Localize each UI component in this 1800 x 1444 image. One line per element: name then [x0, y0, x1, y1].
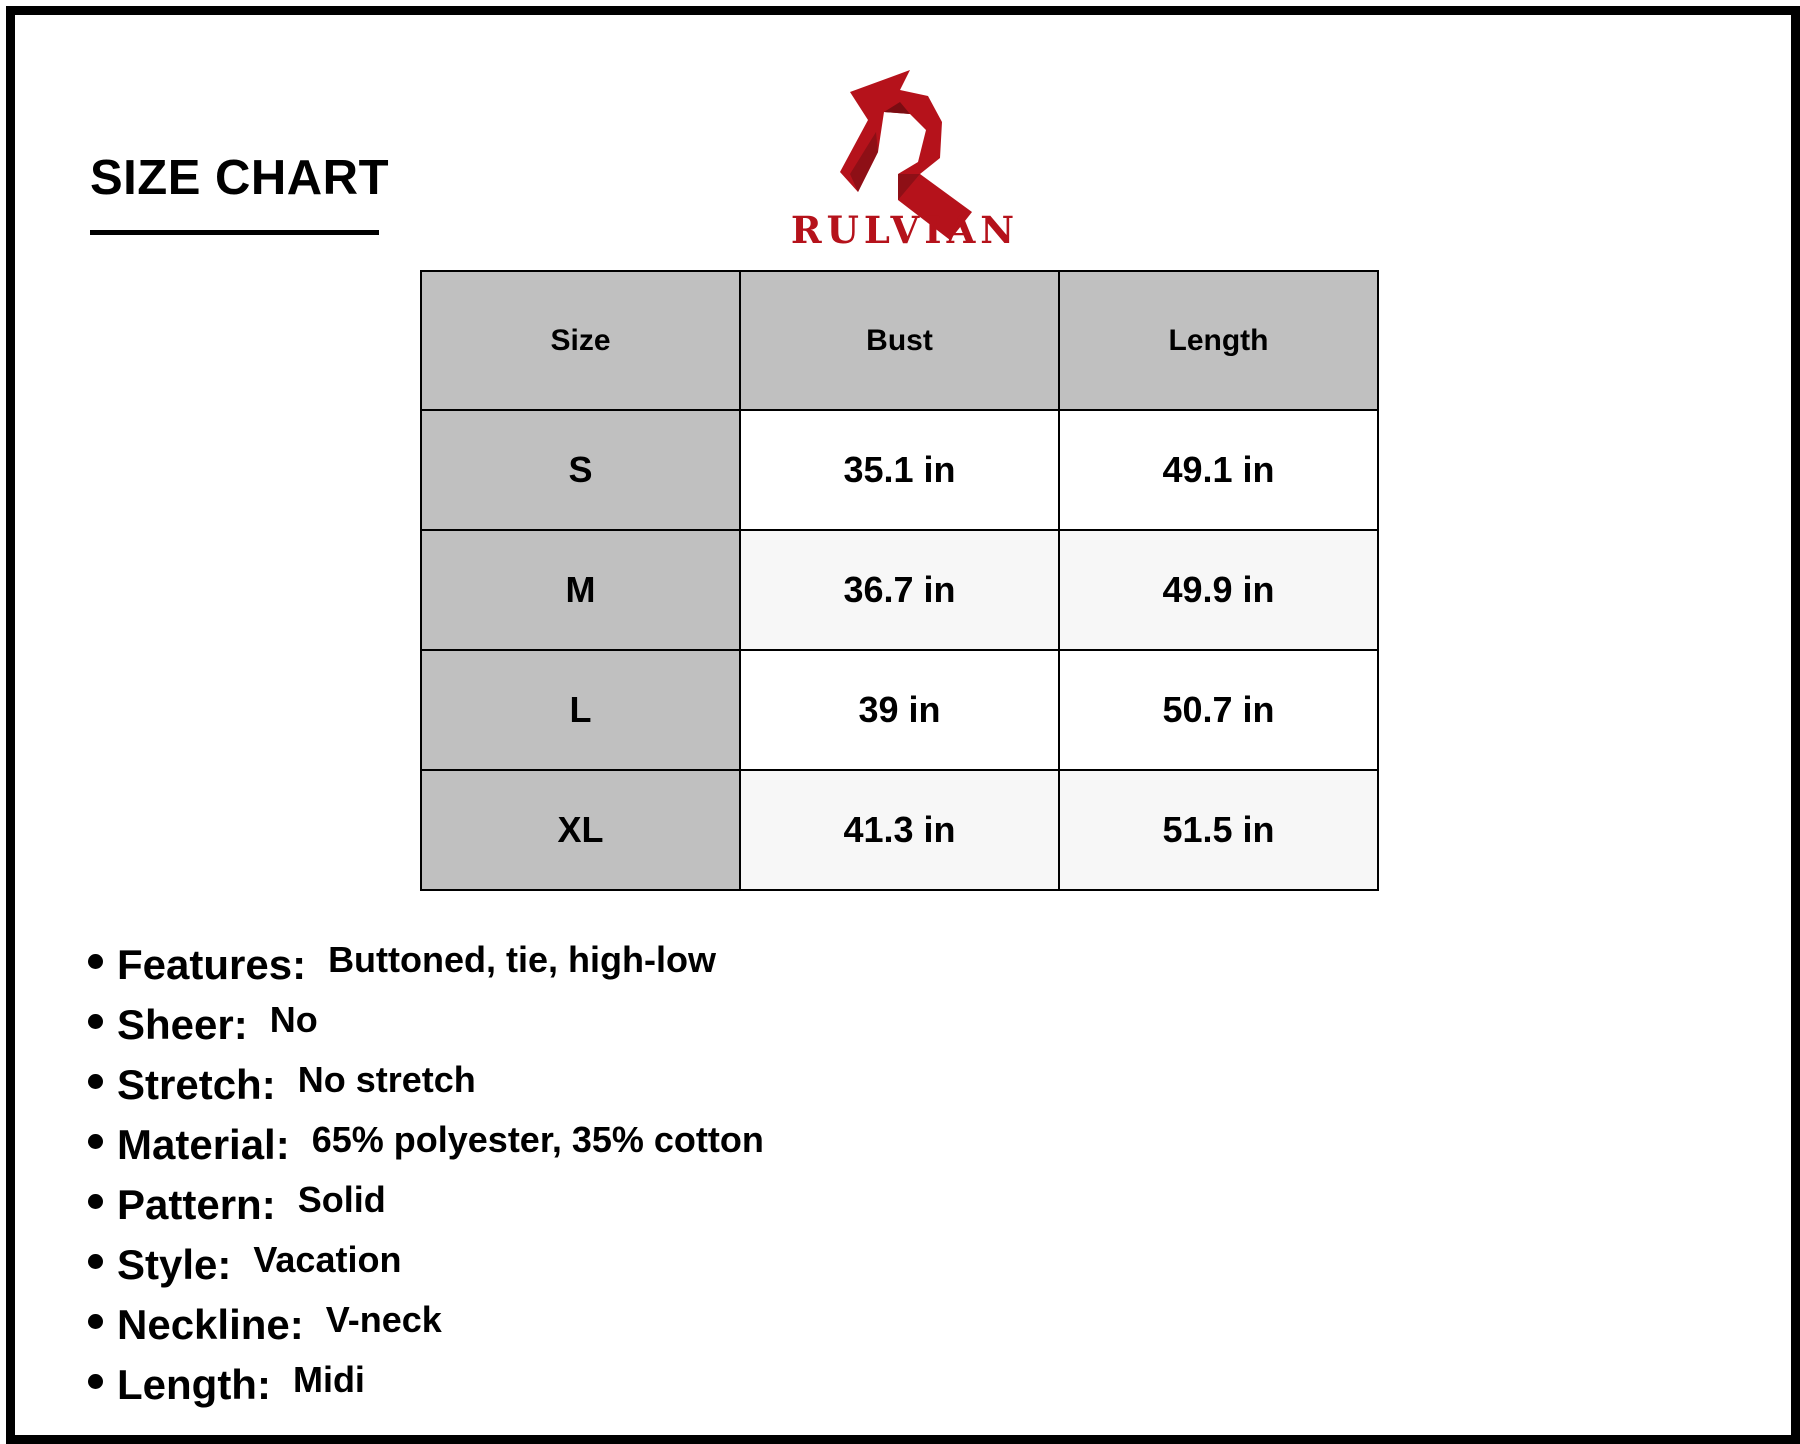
feature-value: No	[269, 999, 318, 1040]
bullet-icon	[88, 1014, 103, 1029]
feature-value: Vacation	[253, 1239, 402, 1280]
feature-value: Solid	[297, 1179, 386, 1220]
feature-list	[88, 935, 764, 1415]
bullet-icon	[88, 1374, 103, 1389]
feature-label: Style:	[117, 1241, 232, 1288]
feature-item-material	[88, 1115, 764, 1175]
bust-cell: 35.1 in	[740, 410, 1059, 530]
title-underline	[90, 230, 379, 235]
feature-label: Pattern:	[117, 1181, 276, 1228]
bullet-icon	[88, 954, 103, 969]
bust-cell: 36.7 in	[740, 530, 1059, 650]
table-header-row	[421, 271, 1378, 410]
page-title: SIZE CHART	[90, 151, 389, 205]
bust-cell: 41.3 in	[740, 770, 1059, 890]
column-header-bust: Bust	[740, 271, 1059, 410]
bullet-icon	[88, 1254, 103, 1269]
feature-item-sheer	[88, 995, 764, 1055]
feature-label: Material:	[117, 1121, 290, 1168]
table-row	[421, 770, 1378, 890]
bust-cell: 39 in	[740, 650, 1059, 770]
column-header-size: Size	[421, 271, 740, 410]
feature-value: V-neck	[325, 1299, 442, 1340]
size-cell: S	[421, 410, 740, 530]
feature-item-length	[88, 1355, 764, 1415]
column-header-length: Length	[1059, 271, 1378, 410]
brand-name: RULVIAN	[790, 208, 1020, 252]
feature-item-neckline	[88, 1295, 764, 1355]
size-cell: XL	[421, 770, 740, 890]
bullet-icon	[88, 1074, 103, 1089]
table-row	[421, 650, 1378, 770]
length-cell: 51.5 in	[1059, 770, 1378, 890]
feature-value: 65% polyester, 35% cotton	[311, 1119, 764, 1160]
size-cell: M	[421, 530, 740, 650]
feature-item-pattern	[88, 1175, 764, 1235]
feature-label: Stretch:	[117, 1061, 276, 1108]
bullet-icon	[88, 1134, 103, 1149]
length-cell: 50.7 in	[1059, 650, 1378, 770]
feature-value: Buttoned, tie, high-low	[328, 939, 716, 980]
bullet-icon	[88, 1314, 103, 1329]
feature-label: Features:	[117, 941, 307, 988]
bullet-icon	[88, 1194, 103, 1209]
feature-label: Sheer:	[117, 1001, 248, 1048]
size-table	[420, 270, 1379, 891]
feature-label: Length:	[117, 1361, 271, 1408]
feature-label: Neckline:	[117, 1301, 304, 1348]
feature-item-features	[88, 935, 764, 995]
size-cell: L	[421, 650, 740, 770]
feature-item-stretch	[88, 1055, 764, 1115]
table-row	[421, 410, 1378, 530]
length-cell: 49.1 in	[1059, 410, 1378, 530]
feature-value: Midi	[292, 1359, 365, 1400]
feature-value: No stretch	[297, 1059, 476, 1100]
length-cell: 49.9 in	[1059, 530, 1378, 650]
feature-item-style	[88, 1235, 764, 1295]
table-row	[421, 530, 1378, 650]
